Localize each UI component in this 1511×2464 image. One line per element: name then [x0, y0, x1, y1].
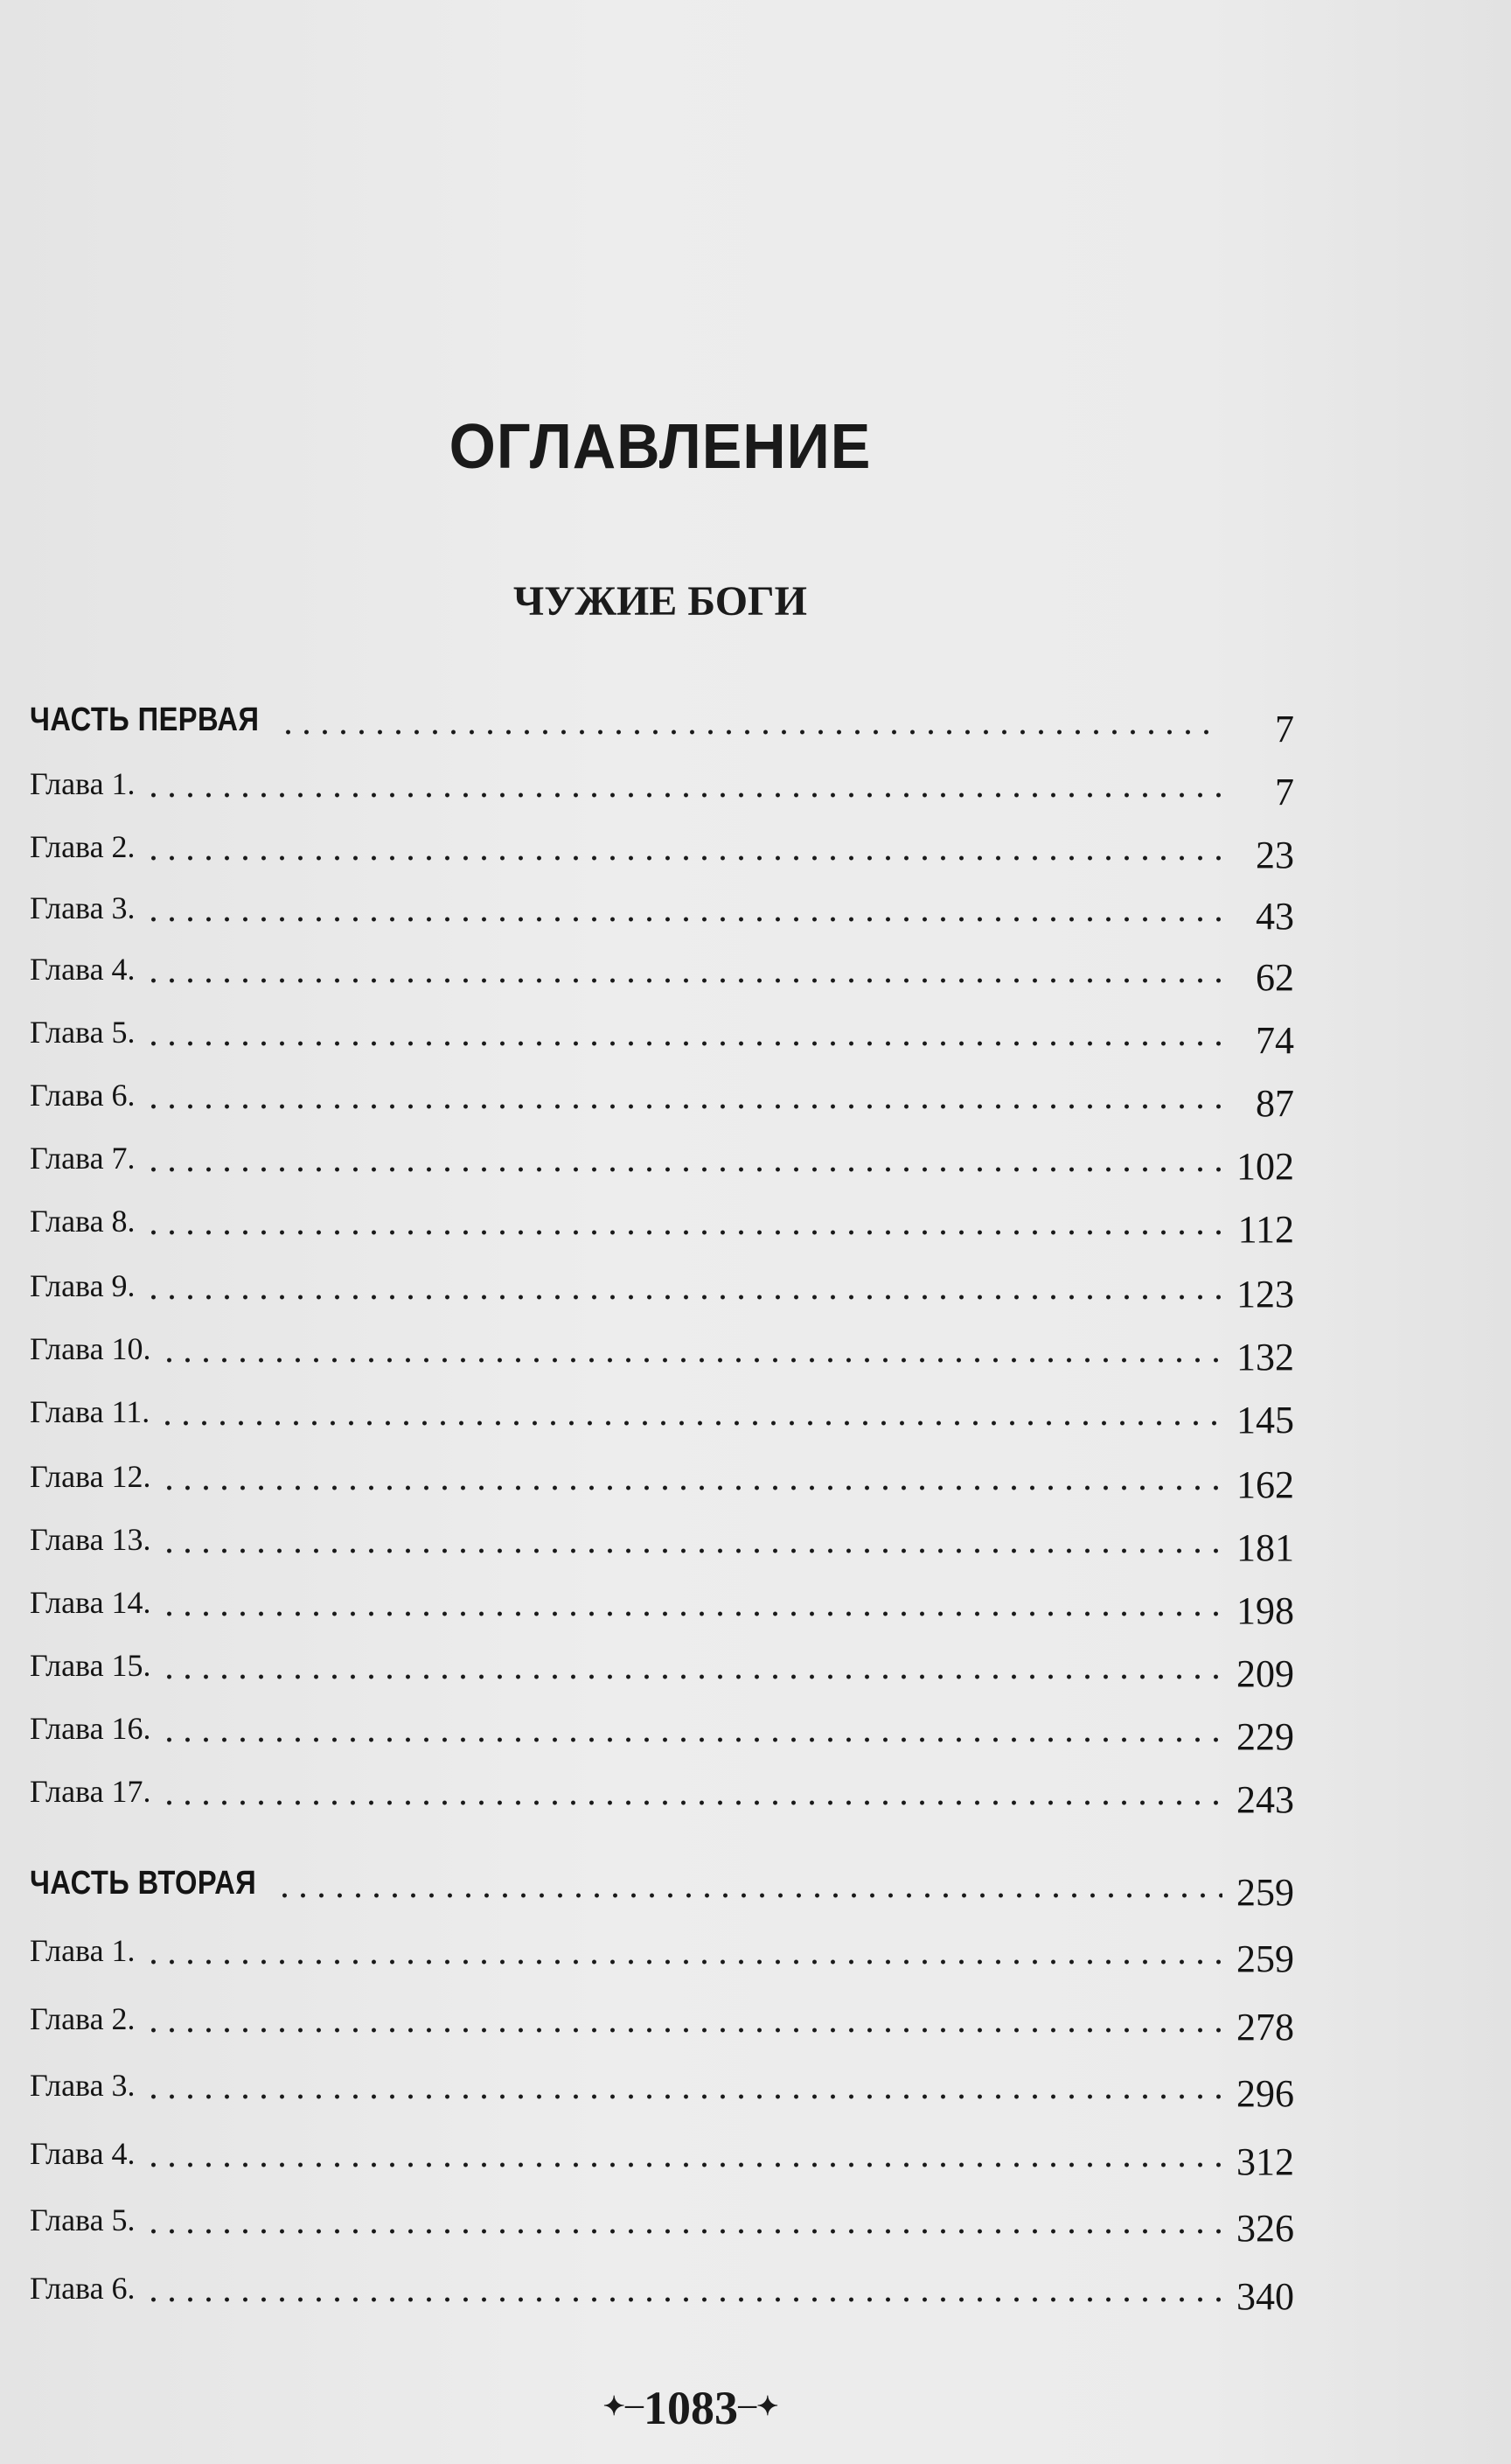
page-number: 1083	[644, 2382, 738, 2434]
toc-page-number: 312	[1236, 2140, 1294, 2183]
dot-leader	[144, 1041, 1222, 1046]
toc-chapter-label: Глава 13.	[30, 1522, 151, 1557]
toc-chapter-label: Глава 14.	[30, 1585, 151, 1620]
dot-leader	[144, 1230, 1222, 1235]
dot-leader	[158, 1420, 1222, 1426]
toc-page-number: 87	[1256, 1082, 1294, 1125]
toc-page-number: 181	[1236, 1526, 1294, 1569]
toc-chapter-label: Глава 2.	[30, 2001, 136, 2036]
toc-page-number: 243	[1236, 1778, 1294, 1821]
dot-leader	[160, 1800, 1222, 1805]
dot-leader	[275, 1893, 1222, 1898]
dot-leader	[144, 917, 1222, 922]
toc-chapter-label: Глава 4.	[30, 952, 136, 987]
toc-row	[30, 1854, 1294, 1914]
toc-page-number: 340	[1236, 2275, 1294, 2318]
toc-page-number: 259	[1236, 1937, 1294, 1980]
dot-leader	[160, 1737, 1222, 1742]
toc-row	[30, 2056, 1294, 2115]
toc-chapter-label: Глава 16.	[30, 1711, 151, 1746]
dot-leader	[160, 1611, 1222, 1616]
toc-page-number: 23	[1256, 834, 1294, 876]
toc-page-number: 112	[1237, 1208, 1294, 1251]
toc-row	[30, 1699, 1294, 1758]
toc-chapter-label: Глава 3.	[30, 2068, 136, 2103]
toc-row	[30, 1510, 1294, 1569]
toc-chapter-label: Глава 9.	[30, 1268, 136, 1303]
page-title: ОГЛАВЛЕНИЕ	[449, 412, 872, 482]
toc-page-number: 278	[1236, 2006, 1294, 2049]
toc-chapter-label: Глава 5.	[30, 1015, 136, 1050]
toc-row	[30, 1002, 1294, 1062]
toc-page-number: 296	[1236, 2072, 1294, 2115]
dot-leader	[144, 1104, 1222, 1109]
toc-page-number: 145	[1236, 1399, 1294, 1441]
dot-leader	[160, 1358, 1222, 1363]
dot-leader	[144, 2028, 1222, 2033]
dot-leader	[144, 1959, 1222, 1965]
toc-row	[30, 1065, 1294, 1125]
toc-row	[30, 1191, 1294, 1251]
ornament-right-icon: ─✦	[738, 2392, 779, 2421]
toc-row	[30, 1382, 1294, 1441]
toc-row	[30, 2258, 1294, 2318]
dot-leader	[144, 792, 1222, 798]
toc-chapter-label: Глава 7.	[30, 1141, 136, 1176]
dot-leader	[144, 1167, 1222, 1172]
toc-page-number: 132	[1236, 1336, 1294, 1379]
dot-leader	[144, 1295, 1222, 1300]
toc-row	[30, 1762, 1294, 1821]
toc-chapter-label: Глава 15.	[30, 1648, 151, 1683]
toc-row	[30, 2124, 1294, 2183]
toc-page-number: 7	[1275, 771, 1294, 813]
dot-leader	[144, 2229, 1222, 2234]
toc-page-number: 259	[1236, 1871, 1294, 1914]
toc-chapter-label: Глава 8.	[30, 1204, 136, 1239]
toc-row	[30, 1319, 1294, 1379]
toc-row	[30, 1256, 1294, 1316]
dot-leader	[279, 729, 1222, 735]
toc-page-number: 326	[1236, 2207, 1294, 2250]
toc-page-number: 43	[1256, 895, 1294, 938]
toc-row	[30, 878, 1294, 938]
toc-row	[30, 2190, 1294, 2250]
dot-leader	[160, 1485, 1222, 1490]
dot-leader	[160, 1548, 1222, 1553]
toc-page-number: 123	[1236, 1273, 1294, 1316]
toc-row	[30, 1921, 1294, 1980]
toc-page-number: 62	[1256, 956, 1294, 999]
toc-chapter-label: Глава 2.	[30, 829, 136, 864]
toc-row	[30, 939, 1294, 999]
toc-page-number: 74	[1256, 1019, 1294, 1062]
toc-row	[30, 754, 1294, 813]
dot-leader	[144, 2162, 1222, 2167]
toc-chapter-label: Глава 12.	[30, 1459, 151, 1494]
toc-row	[30, 1573, 1294, 1632]
section-title: ЧУЖИЕ БОГИ	[513, 578, 807, 625]
toc-chapter-label: Глава 1.	[30, 1933, 136, 1968]
dot-leader	[144, 855, 1222, 861]
toc-row	[30, 691, 1294, 750]
toc-chapter-label: Глава 4.	[30, 2136, 136, 2171]
toc-page-number: 198	[1236, 1589, 1294, 1632]
dot-leader	[160, 1674, 1222, 1679]
toc-chapter-label: Глава 5.	[30, 2202, 136, 2237]
toc-row	[30, 817, 1294, 876]
dot-leader	[144, 2297, 1222, 2302]
toc-page-number: 229	[1236, 1715, 1294, 1758]
toc-chapter-label: Глава 3.	[30, 890, 136, 925]
toc-part-label: ЧАСТЬ ВТОРАЯ	[30, 1865, 257, 1902]
dot-leader	[144, 978, 1222, 983]
toc-row	[30, 1128, 1294, 1188]
toc-chapter-label: Глава 6.	[30, 2271, 136, 2306]
toc-chapter-label: Глава 1.	[30, 766, 136, 801]
toc-page-number: 7	[1275, 708, 1294, 750]
toc-chapter-label: Глава 17.	[30, 1774, 151, 1809]
toc-page-number: 102	[1236, 1145, 1294, 1188]
toc-page-number: 209	[1236, 1652, 1294, 1695]
toc-chapter-label: Глава 6.	[30, 1078, 136, 1113]
toc-part-label: ЧАСТЬ ПЕРВАЯ	[30, 702, 260, 738]
toc-row	[30, 1447, 1294, 1506]
toc-row	[30, 1989, 1294, 2049]
dot-leader	[144, 2094, 1222, 2099]
ornament-left-icon: ✦─	[602, 2392, 644, 2421]
page-footer	[0, 2381, 1382, 2435]
toc-chapter-label: Глава 10.	[30, 1331, 151, 1366]
toc-page-number: 162	[1236, 1463, 1294, 1506]
toc-row	[30, 1636, 1294, 1695]
toc-chapter-label: Глава 11.	[30, 1394, 150, 1429]
